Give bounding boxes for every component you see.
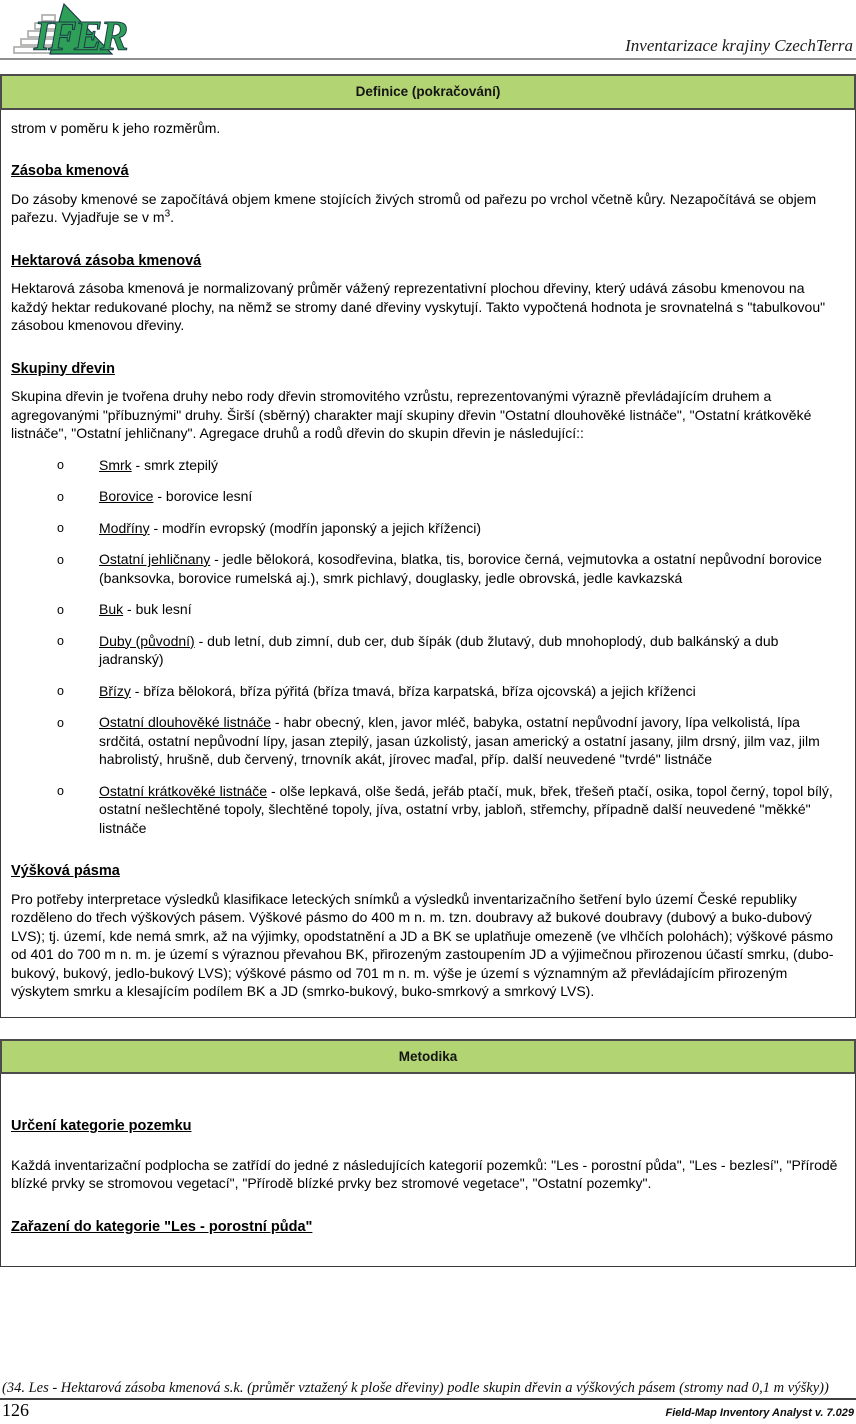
group-term: Ostatní dlouhověké listnáče bbox=[99, 714, 271, 730]
section-bar-title: Definice (pokračování) bbox=[355, 84, 501, 99]
species-group-item-modriny bbox=[11, 519, 843, 538]
page-number: 126 bbox=[2, 1399, 29, 1420]
group-desc: - borovice lesní bbox=[153, 488, 253, 504]
heading-urceni-kategorie: Určení kategorie pozemku bbox=[11, 1118, 192, 1134]
heading-zarazeni-les: Zařazení do kategorie "Les - porostní půda" bbox=[11, 1218, 313, 1235]
logo-letters: IFER bbox=[34, 14, 127, 58]
list-bullet: o bbox=[57, 784, 64, 798]
group-term: Buk bbox=[99, 601, 124, 617]
list-bullet: o bbox=[57, 521, 64, 535]
superscript-cubed: 3 bbox=[164, 208, 171, 220]
paragraph-skupiny-drevin: Skupina dřevin je tvořena druhy nebo rody dřevin stromovitého vzrůstu, reprezentovanými výrazně převládajícím druhem a agregovanými "příbuznými" druhy. Širší (sběrný) charakter mají skupiny dřevin "Ostatní dlouhověké listnáče", "Ostatní krátkověké listnáče", "Ostatní jehličnany". Agregace druhů a rodů dřevin do skupin dřevin je následující:: bbox=[11, 388, 812, 441]
section-bar-metodika bbox=[0, 1039, 856, 1075]
list-bullet: o bbox=[57, 489, 64, 504]
species-group-item-smrk bbox=[11, 456, 843, 475]
section-metodika bbox=[0, 1039, 856, 1268]
species-group-item-ostatni-dlouhoveke bbox=[11, 713, 843, 769]
list-bullet: o bbox=[57, 684, 64, 698]
heading-skupiny-drevin: Skupiny dřevin bbox=[11, 360, 115, 377]
page-header bbox=[0, 0, 856, 58]
group-term: Duby (původní) bbox=[99, 632, 195, 649]
list-bullet: o bbox=[57, 715, 64, 730]
group-desc: - dub letní, dub zimní, dub cer, dub šípák (dub žlutavý, dub mnohoplodý, dub balkánský a dub jadranský) bbox=[99, 632, 779, 667]
group-term: Smrk bbox=[99, 456, 132, 473]
group-desc: - jedle bělokorá, kosodřevina, blatka, tis, borovice černá, vejmutovka a ostatní nepůvodní borovice (banksovka, borovice rumelská aj.), smrk pichlavý, douglasky, jedle obrovská, jedle kavkazská bbox=[99, 551, 822, 586]
list-bullet: o bbox=[57, 602, 64, 617]
species-group-item-buk bbox=[11, 600, 843, 619]
species-group-item-duby bbox=[11, 632, 843, 669]
group-desc: - smrk ztepilý bbox=[131, 456, 219, 473]
group-desc: - habr obecný, klen, javor mléč, babyka, ostatní nepůvodní javory, lípa velkolistá, lípa srdčitá, ostatní nepůvodní lípy, jasan ztepilý, jasan úzkolistý, jasan americký a ostatní jasany, jilm drsný, jilm vaz, jilm habrolistý, hrušně, dub červený, trnovník akát, jírovec maďal, příp. další neuvedené "tvrdé" listnáče bbox=[99, 714, 820, 767]
paragraph-text: . bbox=[170, 209, 175, 225]
header-divider bbox=[0, 58, 856, 60]
group-desc: - bříza bělokorá, bříza pýřitá (bříza tmavá, bříza karpatská, bříza ojcovská) a jejich kříženci bbox=[130, 682, 696, 699]
group-term: Modříny bbox=[99, 519, 150, 536]
heading-vyskova-pasma: Výšková pásma bbox=[11, 863, 120, 879]
page-footer bbox=[0, 1379, 856, 1424]
section-definice bbox=[0, 74, 856, 1018]
section-bar-definice bbox=[0, 74, 856, 110]
paragraph-vyskova-pasma: Pro potřeby interpretace výsledků klasifikace leteckých snímků a výsledků inventarizačního šetření bylo území České republiky rozděleno do třech výškových pásem. Výškové pásmo do 400 m n. m. tzn. doubravy až bukové doubravy (dubový a buko-dubový LVS); tj. území, kde nemá smrk, až na výjimky, opodstatnění a JD a BK se uplatňuje omezeně (ve vlhčích polohách); výškové pásmo od 401 do 700 m n. m. je území s výraznou převahou BK, přirozeným zastoupením JD a výjimečnou přirozenou účastí smrku, (dubo-bukový, bukový, jedlo-bukový LVS); výškové pásmo od 701 m n. m. výše je území s významným až převládajícím přirozeným výskytem smrku a klesajícím podílem BK a JD (smrko-bukový, buko-smrkový a smrkový LVS). bbox=[11, 890, 834, 999]
paragraph-hektarova-zasoba: Hektarová zásoba kmenová je normalizovaný průměr vážený reprezentativní plochou dřeviny, který udává zásobu kmenovou na každý hektar redukované plochy, na němž se stromy dané dřeviny vyskytují. Takto vypočtená hodnota je srovnatelná s "tabulkovou" zásobou kmenovou dřeviny. bbox=[11, 280, 826, 333]
species-group-item-ostatni-kratkoveke bbox=[11, 782, 843, 838]
list-bullet: o bbox=[57, 634, 64, 648]
software-version: Field-Map Inventory Analyst v. 7.029 bbox=[665, 1406, 854, 1419]
group-term: Borovice bbox=[99, 488, 154, 504]
group-desc: - modřín evropský (modřín japonský a jejich kříženci) bbox=[149, 519, 482, 536]
species-group-list bbox=[11, 456, 843, 838]
group-desc: - olše lepkavá, olše šedá, jeřáb ptačí, muk, břek, třešeň ptačí, osika, topol černý, topol bílý, ostatní nešlechtěné topoly, šlechtěné topoly, jíva, ostatní vrby, jabloň, střemchy, případně další neuvedené "měkké" listnáče bbox=[99, 782, 833, 836]
species-group-item-ostatni-jehlicnany bbox=[11, 550, 843, 587]
heading-hektarova-zasoba: Hektarová zásoba kmenová bbox=[11, 252, 202, 269]
species-group-item-brizy bbox=[11, 682, 843, 701]
group-term: Ostatní krátkověké listnáče bbox=[99, 782, 268, 799]
paragraph-zasoba-kmenova bbox=[11, 190, 843, 227]
figure-caption: (34. Les - Hektarová zásoba kmenová s.k. (průměr vztažený k ploše dřeviny) podle skupin dřevin a výškových pásem (stromy nad 0,1 m výšky)) bbox=[0, 1379, 856, 1400]
paragraph-text: Do zásoby kmenové se započítává objem kmene stojících živých stromů od pařezu po vrchol včetně kůry. Nezapočítává se objem pařezu. Vyjadřuje se v m bbox=[11, 190, 817, 225]
group-term: Ostatní jehličnany bbox=[99, 551, 211, 567]
heading-zasoba-kmenova: Zásoba kmenová bbox=[11, 163, 129, 179]
metodika-content-box bbox=[0, 1074, 856, 1267]
group-term: Břízy bbox=[99, 682, 131, 699]
document-series-title: Inventarizace krajiny CzechTerra bbox=[625, 35, 853, 55]
list-bullet: o bbox=[57, 458, 64, 472]
paragraph-urceni-kategorie: Každá inventarizační podplocha se zatřídí do jedné z následujících kategorií pozemků: "Les - porostní půda", "Les - bezlesí", "Přírodě blízké prvky se stromovou vegetací", "Přírodě blízké prvky bez stromové vegetace", "Ostatní pozemky". bbox=[11, 1156, 838, 1191]
list-bullet: o bbox=[57, 552, 64, 567]
footer-row bbox=[0, 1400, 856, 1424]
definice-content-box bbox=[0, 110, 856, 1018]
species-group-item-borovice bbox=[11, 487, 843, 506]
section-bar-title: Metodika bbox=[398, 1048, 458, 1064]
group-desc: - buk lesní bbox=[123, 601, 192, 617]
carryover-paragraph: strom v poměru k jeho rozměrům. bbox=[11, 119, 221, 136]
ifer-logo-icon bbox=[8, 2, 178, 58]
